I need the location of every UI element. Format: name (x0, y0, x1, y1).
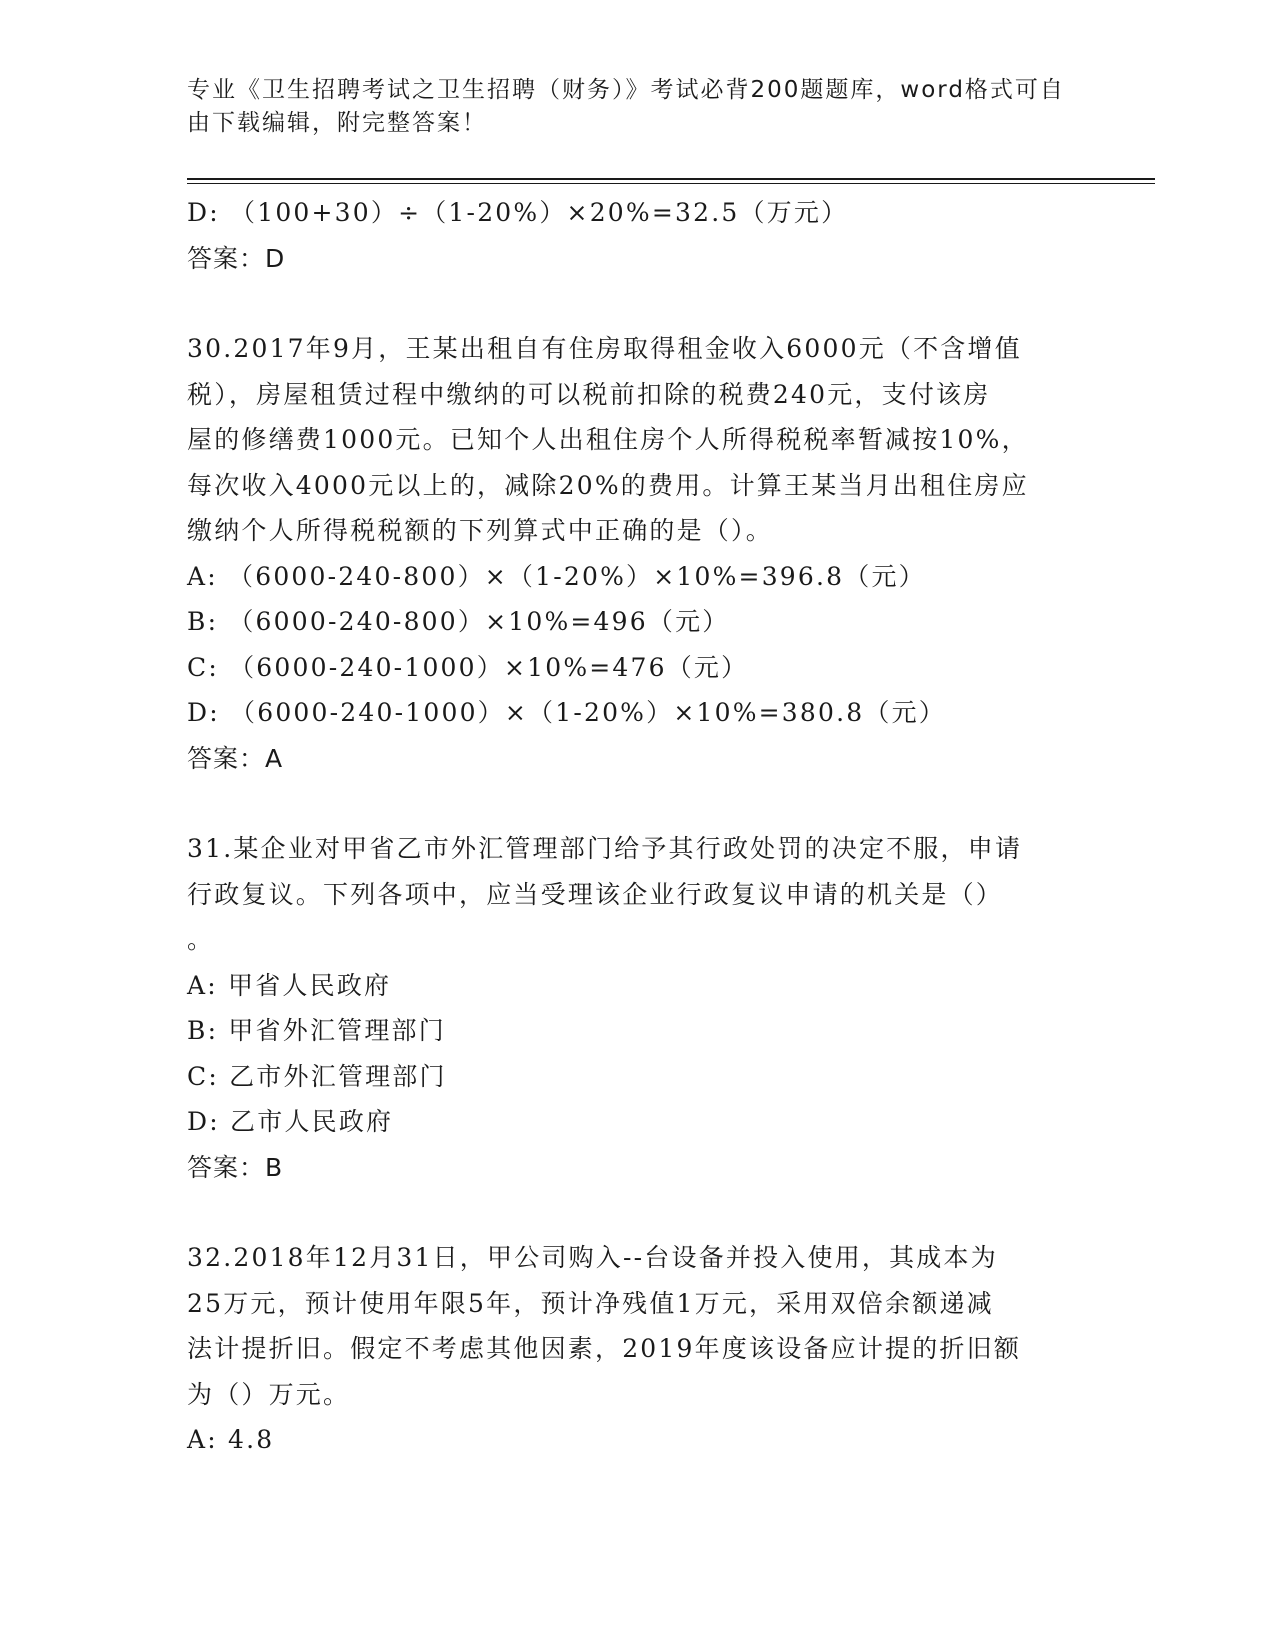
question-text-line: 缴纳个人所得税税额的下列算式中正确的是（）。 (187, 516, 773, 545)
option-a: A: 4.8 (187, 1425, 275, 1454)
question-text-line: 31.某企业对甲省乙市外汇管理部门给予其行政处罚的决定不服，申请 (187, 834, 1023, 863)
option-b: B: （6000-240-800）×10%=496（元） (187, 607, 730, 636)
option-d: D: （100+30）÷（1-20%）×20%=32.5（万元） (187, 198, 849, 227)
option-d: D: 乙市人民政府 (187, 1107, 394, 1136)
header-divider-thick (187, 178, 1155, 180)
option-d: D: （6000-240-1000）×（1-20%）×10%=380.8（元） (187, 698, 946, 727)
question-text-line: 法计提折旧。假定不考虑其他因素，2019年度该设备应计提的折旧额 (187, 1334, 1022, 1363)
question-text-line: 行政复议。下列各项中，应当受理该企业行政复议申请的机关是（） (187, 879, 1004, 909)
question-text-line: 税），房屋租赁过程中缴纳的可以税前扣除的税费240元，支付该房 (187, 379, 991, 409)
header-divider-thin (187, 183, 1155, 184)
option-a: A: 甲省人民政府 (187, 970, 392, 1000)
option-b: B: 甲省外汇管理部门 (187, 1016, 446, 1045)
option-c: C: （6000-240-1000）×10%=476（元） (187, 652, 749, 682)
option-a: A: （6000-240-800）×（1-20%）×10%=396.8（元） (187, 561, 926, 591)
document-body (187, 190, 1087, 1463)
question-text-line: 25万元，预计使用年限5年，预计净残值1万元，采用双倍余额递减 (187, 1288, 994, 1318)
answer-line: 答案：A (187, 743, 284, 773)
option-c: C: 乙市外汇管理部门 (187, 1061, 447, 1091)
spacer (187, 281, 1087, 326)
question-text-line: 32.2018年12月31日，甲公司购入--台设备并投入使用，其成本为 (187, 1243, 998, 1272)
question-text-line: 30.2017年9月，王某出租自有住房取得租金收入6000元（不含增值 (187, 334, 1022, 363)
answer-line: 答案：B (187, 1152, 284, 1182)
header-line-1: 专业《卫生招聘考试之卫生招聘（财务）》考试必背200题题库，word格式可自 (187, 77, 1065, 103)
question-29-tail (187, 190, 1087, 281)
document-header (187, 74, 1087, 140)
question-text-line: 为（）万元。 (187, 1379, 351, 1409)
answer-line: 答案：D (187, 243, 286, 273)
spacer (187, 781, 1087, 826)
spacer (187, 1190, 1087, 1235)
question-30 (187, 326, 1087, 781)
header-line-2: 由下载编辑，附完整答案！ (187, 110, 487, 136)
question-31 (187, 826, 1087, 1190)
question-text-line: 每次收入4000元以上的，减除20%的费用。计算王某当月出租住房应 (187, 470, 1029, 500)
question-32 (187, 1235, 1087, 1463)
question-text-line: 。 (187, 925, 215, 954)
question-text-line: 屋的修缮费1000元。已知个人出租住房个人所得税税率暂减按10%， (187, 425, 1029, 454)
